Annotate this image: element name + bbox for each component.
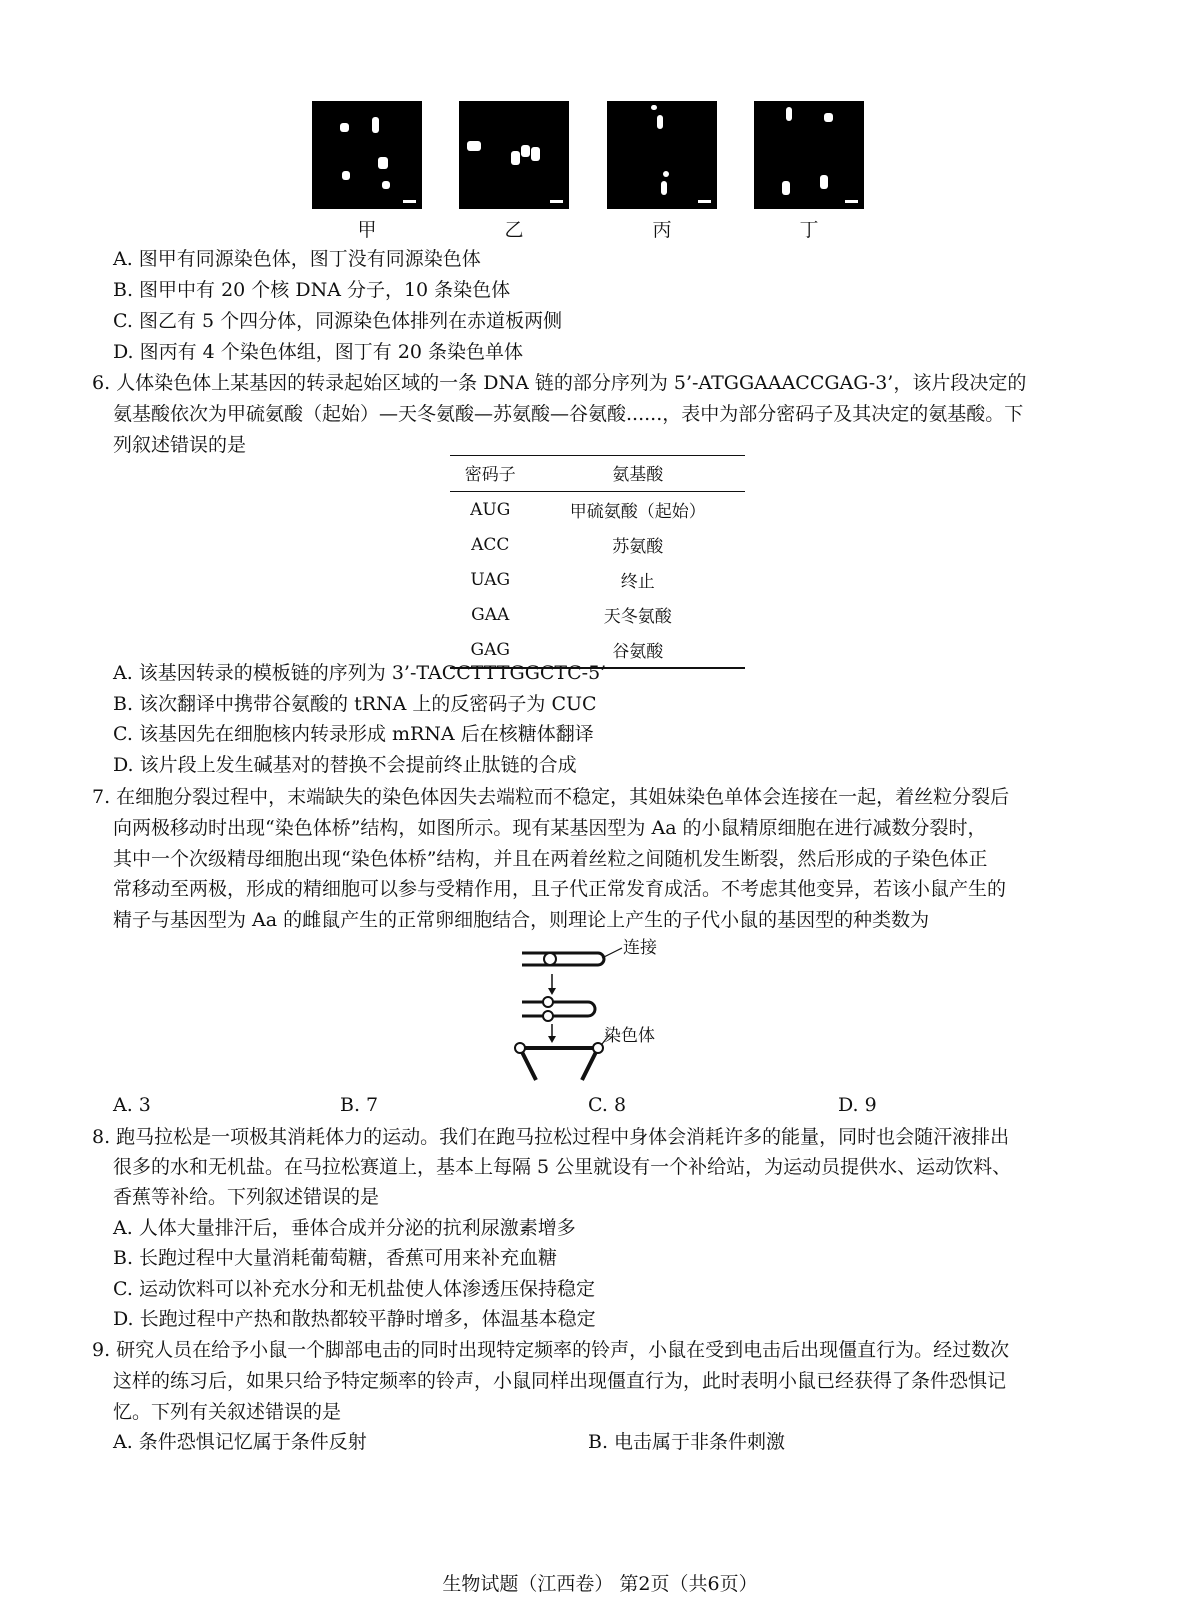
q5-option-c: C. 图乙有 5 个四分体，同源染色体排列在赤道板两侧: [113, 310, 563, 332]
q9-option-b: B. 电击属于非条件刺激: [588, 1431, 786, 1453]
q8-option-b: B. 长跑过程中大量消耗葡萄糖，香蕉可用来补充血糖: [113, 1247, 558, 1269]
q6-stem-line-1: 6. 人体染色体上某基因的转录起始区域的一条 DNA 链的部分序列为 5’-ATGGAAACCGAG-3’，该片段决定的: [92, 372, 1027, 394]
codon-cell: ACC: [471, 534, 510, 555]
q8-stem-line-1: 8. 跑马拉松是一项极其消耗体力的运动。我们在跑马拉松过程中身体会消耗许多的能量，同时也会随汗液排出: [92, 1126, 1010, 1148]
amino-acid-header: 氨基酸: [530, 456, 745, 492]
q7-stem-line-1: 7. 在细胞分裂过程中，末端缺失的染色体因失去端粒而不稳定，其姐妹染色单体会连接在一起，着丝粒分裂后: [92, 786, 1010, 808]
q5-option-b: B. 图甲中有 20 个核 DNA 分子，10 条染色体: [113, 279, 511, 301]
codon-cell: UAG: [470, 569, 511, 590]
codon-cell: GAA: [471, 604, 510, 625]
q9-option-a: A. 条件恐惧记忆属于条件反射: [113, 1431, 367, 1453]
q5-option-d: D. 图丙有 4 个染色体组，图丁有 20 条染色单体: [113, 341, 524, 363]
table-row: [450, 492, 745, 528]
q6-option-d: D. 该片段上发生碱基对的替换不会提前终止肽链的合成: [113, 754, 577, 776]
amino-acid-cell: 谷氨酸: [530, 632, 745, 668]
q7-stem-line-2: 向两极移动时出现“染色体桥”结构，如图所示。现有某基因型为 Aa 的小鼠精原细胞在进行减数分裂时，: [113, 817, 987, 839]
q9-stem-line-3: 忆。下列有关叙述错误的是: [113, 1401, 342, 1423]
q6-stem-line-2: 氨基酸依次为甲硫氨酸（起始）—天冬氨酸—苏氨酸—谷氨酸......，表中为部分密码子及其决定的氨基酸。下: [113, 403, 1024, 425]
micrograph-jia: [312, 101, 422, 209]
figure-label-yi: 乙: [504, 219, 524, 241]
amino-acid-cell: 苏氨酸: [612, 537, 664, 557]
amino-acid-cell: 天冬氨酸: [603, 607, 672, 627]
micrograph-ding: [754, 101, 864, 209]
chromosome-bridge-diagram: [510, 938, 670, 1088]
q8-stem-line-2: 很多的水和无机盐。在马拉松赛道上，基本上每隔 5 公里就设有一个补给站，为运动员提供水、运动饮料、: [113, 1156, 1012, 1178]
codon-cell: GAG: [450, 632, 530, 668]
table-row: [450, 562, 745, 597]
chromosome-bridge-shape: [515, 1034, 610, 1080]
codon-header: 密码子: [450, 456, 530, 492]
figure-label-ding: 丁: [799, 219, 819, 241]
q7-option-c: C. 8: [588, 1094, 627, 1116]
q6-stem-line-3: 列叙述错误的是: [113, 434, 247, 456]
q8-stem-line-3: 香蕉等补给。下列叙述错误的是: [113, 1186, 380, 1208]
codon-table: [450, 455, 745, 669]
chromosome-label: 染色体: [604, 1026, 655, 1046]
q6-option-c: C. 该基因先在细胞核内转录形成 mRNA 后在核糖体翻译: [113, 723, 594, 745]
amino-acid-cell: 甲硫氨酸（起始）: [569, 502, 706, 522]
q8-option-d: D. 长跑过程中产热和散热都较平静时增多，体温基本稳定: [113, 1308, 596, 1330]
codon-cell: AUG: [470, 499, 511, 520]
figure-label-bing: 丙: [652, 219, 672, 241]
table-row: [450, 597, 745, 632]
figure-label-jia: 甲: [357, 219, 377, 241]
joined-chromatids-shape: [522, 948, 622, 965]
q8-option-c: C. 运动饮料可以补充水分和无机盐使人体渗透压保持稳定: [113, 1278, 595, 1300]
connect-label: 连接: [623, 938, 657, 958]
micrograph-bing: [607, 101, 717, 209]
amino-acid-cell: 终止: [620, 572, 655, 592]
table-row: [450, 527, 745, 562]
q9-stem-line-1: 9. 研究人员在给予小鼠一个脚部电击的同时出现特定频率的铃声，小鼠在受到电击后出现僵直行为。经过数次: [92, 1339, 1010, 1361]
q7-stem-line-3: 其中一个次级精母细胞出现“染色体桥”结构，并且在两着丝粒之间随机发生断裂，然后形成的子染色体正: [113, 848, 988, 870]
q5-option-a: A. 图甲有同源染色体，图丁没有同源染色体: [113, 248, 481, 270]
q6-option-b: B. 该次翻译中携带谷氨酸的 tRNA 上的反密码子为 CUC: [113, 693, 597, 715]
page-footer: 生物试题（江西卷） 第2页（共6页）: [442, 1573, 758, 1595]
q7-option-b: B. 7: [340, 1094, 379, 1116]
codon-table-header: [450, 456, 745, 492]
q7-stem-line-5: 精子与基因型为 Aa 的雌鼠产生的正常卵细胞结合，则理论上产生的子代小鼠的基因型的种类数为: [113, 909, 930, 931]
q6-option-a: A. 该基因转录的模板链的序列为 3’-TACCTTTGGCTC-5’: [113, 662, 607, 684]
micrograph-yi: [459, 101, 569, 209]
q7-option-d: D. 9: [838, 1094, 877, 1116]
q8-option-a: A. 人体大量排汗后，垂体合成并分泌的抗利尿激素增多: [113, 1217, 576, 1239]
two-centromere-shape: [522, 997, 595, 1021]
q7-option-a: A. 3: [113, 1094, 151, 1116]
q9-stem-line-2: 这样的练习后，如果只给予特定频率的铃声，小鼠同样出现僵直行为，此时表明小鼠已经获得了条件恐惧记: [113, 1370, 1007, 1392]
q7-stem-line-4: 常移动至两极，形成的精细胞可以参与受精作用，且子代正常发育成活。不考虑其他变异，若该小鼠产生的: [113, 878, 1007, 900]
